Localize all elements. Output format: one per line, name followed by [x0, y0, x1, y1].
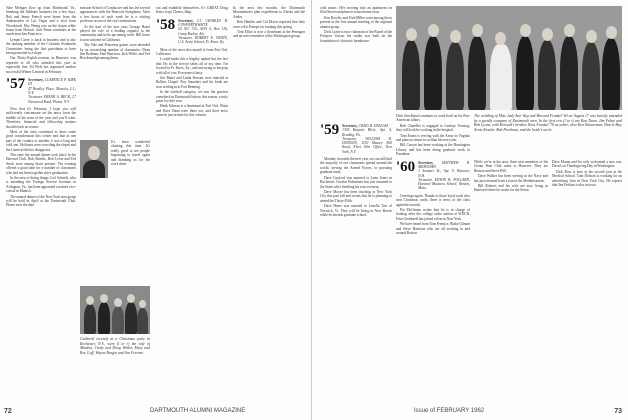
page-number: 72 [4, 408, 12, 415]
page-number: 73 [614, 408, 622, 415]
paragraph: We have heard from Tom Prentice, Blake Gilman and Steve Harrison who are all working in and around Boston. [396, 222, 470, 235]
left-column-2-side [111, 140, 150, 180]
paragraph: Jim Baker and Linda Stewart were married at Rollins Chapel. Roy Saunders and his bride are now settling in at Fort Benning. [156, 76, 228, 89]
paragraph: Dave Moore has been teaching in New York City this past fall and writes that he is planning to attend the Thirty-Fifth. [320, 189, 392, 203]
secretary-label: Secretary, [418, 160, 434, 165]
paragraph: mission School of Conducive and has led several appearances with the Hancock Symphony. After a few hours of each week he is a visiting professor at one of the city's institutions. [80, 6, 150, 24]
paragraph: Most of the news this month is from Fort Ord, California. [156, 47, 228, 56]
paragraph: Dick Crane is now chairman of the Board of the Freeport Union; his studio was built on the foundation of a historic farmhouse. [320, 30, 392, 43]
paragraph: with music. He's moving into an apartment on 63rd Street and plans to return home soon. [320, 6, 392, 15]
group-photo-caption: Gathered recently at a Christmas party in Rochester, N.Y., were (l to r) the wife of Mardon, Cindy and Doug Wilder, Mary and Roy Goff, Wayne Bragin and Jim Ferraro. [80, 337, 150, 355]
secretary-name: CRAIG B. HASLAM [358, 124, 388, 128]
paragraph: Bill Roberts and his wife are now living in Hartford where he works for the Aetna. [474, 184, 548, 193]
paragraph: Tom Elliot is now a lieutenant at the Pentagon and an active member of the Washington group. [233, 30, 305, 39]
portrait-body [83, 160, 105, 178]
right-column-3 [474, 160, 548, 396]
right-column-2 [396, 114, 470, 396]
paragraph: Dave Hines was married to Lenella Tarr of Norwich, Vt. They will be living in New Haven while he attends graduate school. [320, 204, 392, 217]
portrait-photo [80, 140, 108, 178]
paragraph: Pat McGinnis writes that he is in charge of looking after the college radio station at WDCR. Fritz Gernhardt has joined a firm in New York. [396, 207, 470, 221]
paragraph: Lyman Corey is back in business and is also the ranking member of the Colorado Avalanche Committee, being the first patrolman to have been promoted to a slope. [6, 37, 76, 56]
paragraph: While we're in the area, three new members of the Ocean Boat Club came to Hanover. They are Benson and Steve Hill. [474, 160, 548, 173]
secretary-address: 3 Summer St., Apt. 9, Hanover, N.H. [418, 169, 470, 178]
secretary-name: CLARENCE P. KIRK III [28, 78, 76, 87]
secretary-address: 1305 Harpole Blvd., Apt. A, Reading, Pa. [342, 128, 392, 137]
treasurer-info: Treasurer, WILLIAM H. DODSON, 1150 Massey Hill Road, Fleet Olin Office, New York, N.Y. [342, 136, 392, 154]
paragraph: Ken Rowley and Fred Miller were among those present at the first annual meeting of the regional alumni group. [320, 15, 392, 29]
class-section-header-59 [320, 124, 392, 154]
wedding-photo-caption: The wedding of Miss Judy Ann Weg and Howard Frankel '60 on August 17 was heavily attended by a goodly company of Dartmouth men. In the first row (l to r) are Ron Dunn, Jim Fahey and Bob Lyons, with Howard's brother, Ross Frankel '70 as usher; also Ken Wasserman, Harris Bay, Arnie Kessler, Bob Perelman, and the bride's uncle. [474, 114, 622, 132]
paragraph: Tom Evans is serving with the Army in Virginia and plans to return to civilian life next year. [396, 133, 470, 143]
right-column-1 [320, 120, 392, 396]
treasurer-info: Treasurer, ROBERT E. WHITE, U.S. Army School, Ft. Knox, Ky. [178, 36, 228, 45]
paragraph: At the start of the new year, George Hazel played the role of a leading organist in the community and in his upcoming work. Bill Jones is now at home in California. [80, 24, 150, 42]
treasurer-info: Treasurer, EDWIN B. POLLARD, Harvard Business School, Boston, Mass. [418, 177, 470, 191]
paragraph: Dave Gaylord was married to Lynn Jones in Rochester. Gordon Hohnlauer has just returned to the States after finishing his tour overseas. [320, 175, 392, 189]
secretary-name: MATTHEW R. MEROSSKY [418, 160, 470, 169]
class-section-header-60 [396, 158, 470, 191]
secretary-address: 47 Bradley Place, Mineola, L.I., N.Y. [28, 86, 76, 95]
secretary-name: LT. CHARLES H. COWPERTHWAITE [178, 18, 228, 28]
right-column-4 [552, 160, 622, 396]
right-page [314, 0, 628, 420]
group-photo [80, 286, 150, 334]
left-column-1 [6, 6, 76, 396]
left-column-3 [156, 6, 228, 396]
left-column-4 [233, 6, 305, 396]
class-year: '57 [6, 76, 26, 93]
paragraph: Rob Hamlin and Cal Dixon reported that they were off to Europe for training this spring. [233, 20, 305, 29]
paragraph: Most of the class continued to show some good consideration this winter and that in one part of the country or another it was a long and cold one. Ski bums were crowding the slopes and the Carnival did not disappoint. [6, 129, 76, 152]
left-column-2 [80, 6, 150, 136]
secretary-label: Secretary, [28, 78, 44, 83]
class-year: '60 [396, 158, 416, 175]
paragraph: It's been wonderful chatting this time. It's really good to see people beginning to travel again and thanking us for the work done. [111, 140, 150, 167]
paragraph: Dick Strickland continues to work hard on his Pan-American affairs. [396, 114, 470, 123]
secretary-label: Secretary, [342, 124, 358, 128]
portrait-face [88, 146, 100, 160]
paragraph: Our Thirty-Eighth reunion, in Hanover, was reported to all who attended this year as especially fine. Ed Welz has organized another successful Winter Carnival in February. [6, 56, 76, 74]
paragraph: Hank Gilman is a lieutenant at Fort Ord. Watts and Dave Dana were there too, and their news came in just in time for this column. [156, 104, 228, 118]
paragraph: Dick Ross is now in his second year at the Medical School. Tom Dobson is working for an advertising firm in New York City. He reports that Jim Perkins is also in town. [552, 169, 622, 188]
paragraph: Bill Carson has been working at the Huntington Library and has been doing graduate work in Pasadena. [396, 143, 470, 157]
paragraph: Now that it's February, I hope you will sufficiently concentrate on the news from the middle of the term of the year and you'll want. Therefore, financial and fellowship matters should reach us sooner. [6, 106, 76, 129]
paragraph: Greetings again. Thanks to those loyal souls who sent Christmas cards; there is news of the class again this month. [396, 193, 470, 207]
class-section-header-57 [6, 78, 76, 104]
page-footer: Issue of FEBRUARY 1962 [414, 408, 485, 414]
right-column-1-top [320, 6, 392, 116]
secretary-label: Secretary, [178, 18, 194, 23]
treasurer-info: Treasurer, FRANK A. BECK, 27 Westwood Road, Plains, N.Y. [28, 95, 76, 104]
paragraph: I could make this a lengthy update but the fact that I'm in the service takes all of my time. I'm located in Ft. Knox, Ky., and am trying to keep up with all of you. Everyone is busy. [156, 57, 228, 75]
paragraph: Monday forwards the new year, we can still find the majority of our classmates spread around the world, serving the Armed Forces, or pursuing graduate study. [320, 157, 392, 175]
wedding-photo [396, 6, 622, 110]
paragraph: The annual dinner of the New York area group will be held in April at the Dartmouth Club. Please save the date. [6, 194, 76, 208]
paragraph: out and establish themselves. It's GREAT Doug Knox it up! Cheers, Skip. [156, 6, 228, 15]
paragraph: Nate Metzger flew up from Richmond, Va., breaking the Sabbatic business for a few days. Bob and Jenny French were home from the Ambassador in Las Vegas and a visit from Woodstock. Eby Wenig was on the slopes while home from Hawaii. Jack Pentz continues at the ranch near San Francisco. [6, 6, 76, 37]
paragraph: Dave Walker has been serving in the Navy and has just returned from a tour in the Mediterranean. [474, 174, 548, 183]
paragraph: The Yale and Princeton games were attended by an astonishing number of classmates, Dean Jim Rodman, Paul Harrison, Jack Wolfe, and Ted Breckenridge among them. [80, 43, 150, 61]
paragraph: This time the annual dinner took place in the Harvard Club. Bob Shields, Bob Levin and Ted Steck were among those present. The evening offered a good time for a number of classmates who had not been together since graduation. [6, 152, 76, 175]
left-page [0, 0, 312, 420]
paragraph: In the next few months, the Dartmouth Mountaineers plan expeditions to Alaska and the Andes. [233, 6, 305, 19]
page-footer: DARTMOUTH ALUMNI MAGAZINE [150, 408, 246, 414]
class-year: '58 [156, 16, 176, 33]
paragraph: In the football category, we saw the greatest comeback in Dartmouth history this season, a truly great Ivy title year. [156, 90, 228, 104]
paragraph: Dave Moran and his wife welcomed a new son, David, on Thanksgiving Day in Washington. [552, 160, 622, 169]
class-year: '59 [320, 122, 340, 138]
class-section-header-58 [156, 16, 228, 45]
paragraph: Rob Chandler is engaged to Lindsay Tonsing; they will both be working in the hospital. [396, 123, 470, 133]
paragraph: In the area of doing things Carl Schnidt, who is attending the Foreign Service Institute in Arlington, Va., has been appointed a trainee vice-consul in Munich. [6, 175, 76, 194]
secretary-address: 05 567 725, AOO 6, Box 136, Camp Rucker, Ala. [178, 27, 228, 36]
